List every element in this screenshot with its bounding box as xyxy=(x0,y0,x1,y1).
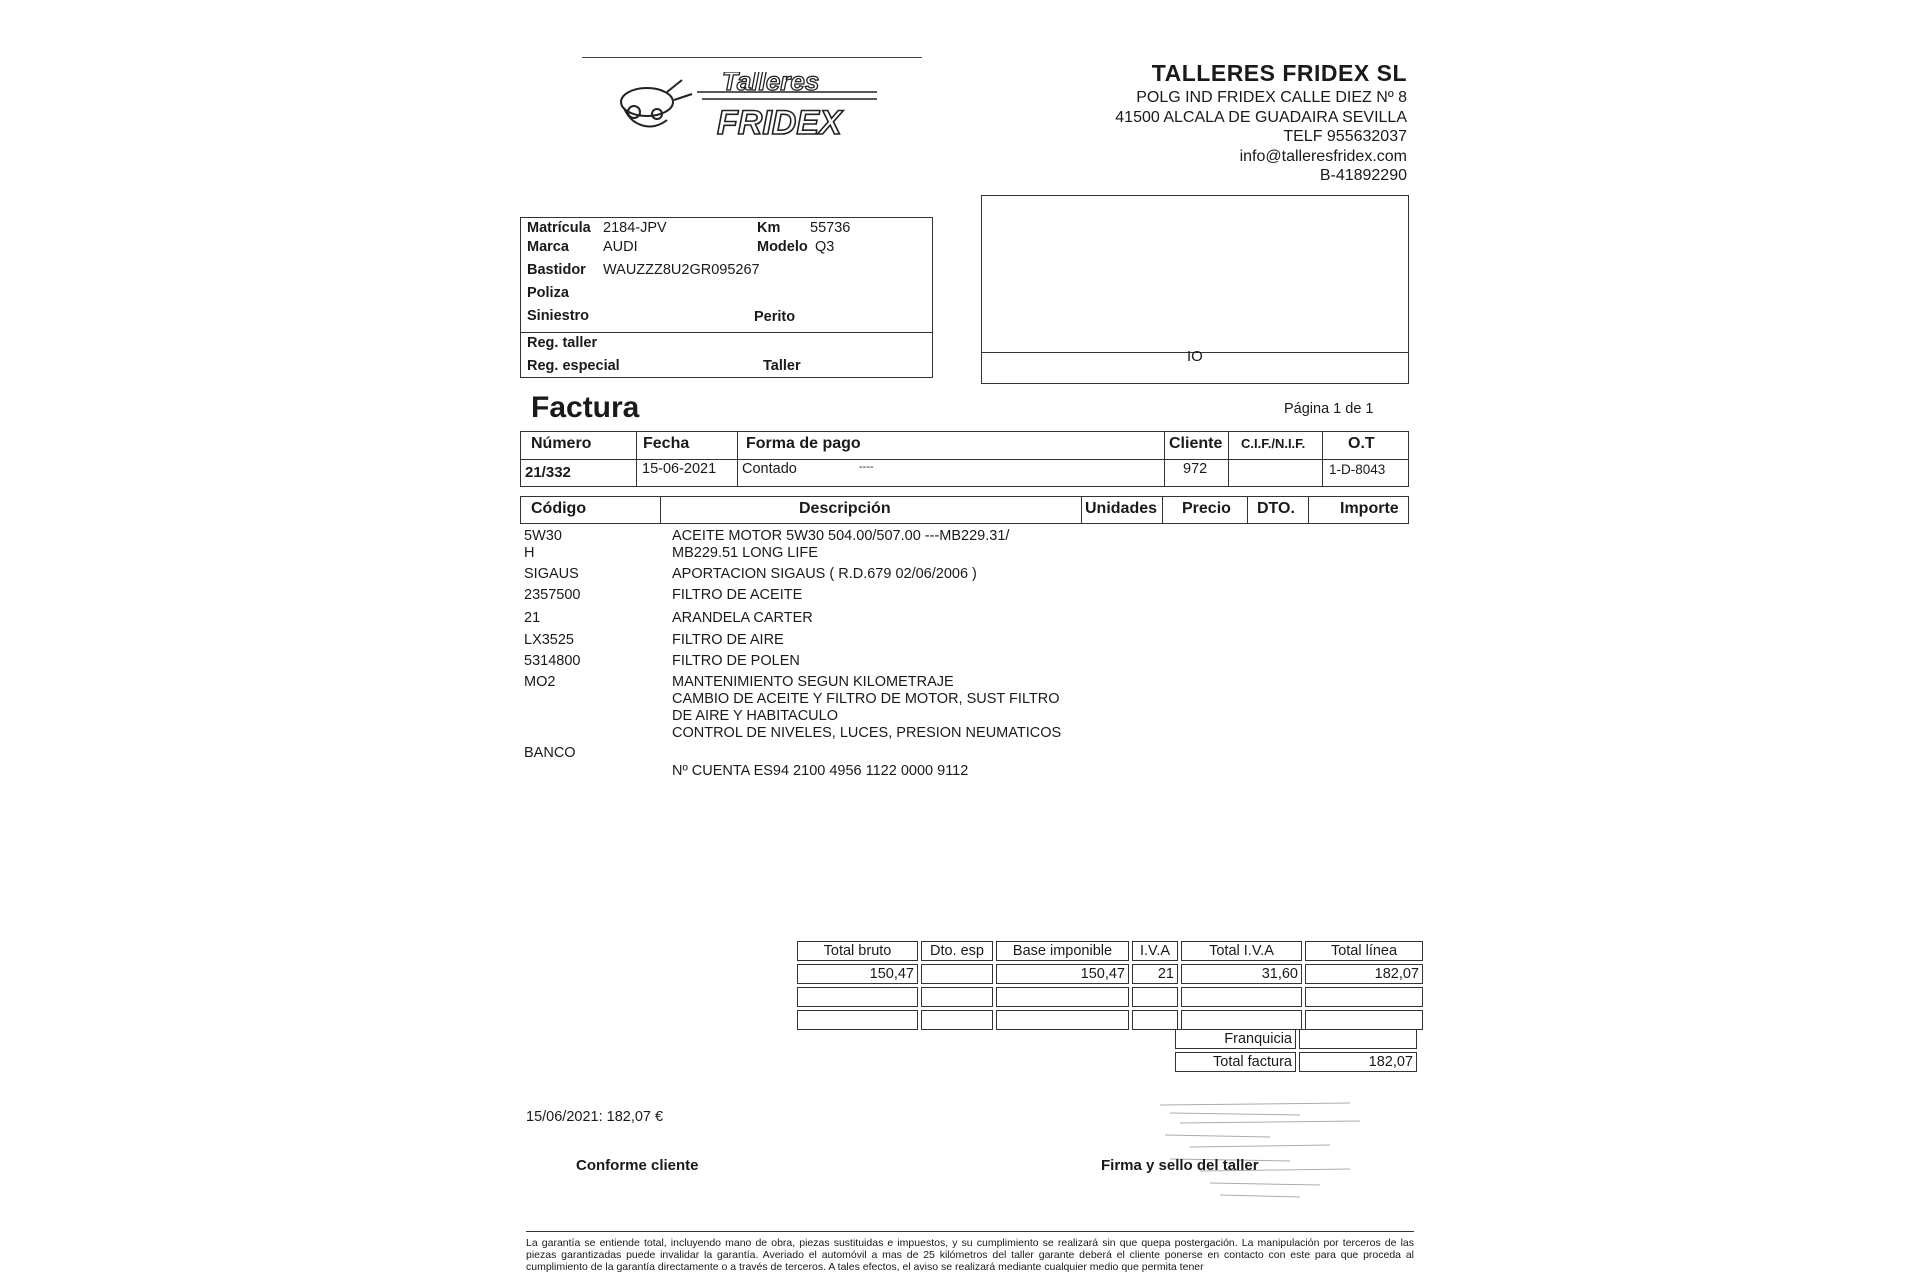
empty-cell xyxy=(1132,987,1178,1007)
matricula-label: Matrícula xyxy=(527,220,591,236)
importe-header: Importe xyxy=(1340,500,1399,517)
item-codigo: 2357500 xyxy=(524,587,581,603)
items-sep-2 xyxy=(1081,497,1082,523)
modelo-value: Q3 xyxy=(815,239,835,255)
item-codigo: 5314800 xyxy=(524,653,581,669)
ot-value: 1-D-8043 xyxy=(1329,462,1386,477)
col-sep-4 xyxy=(1228,432,1229,486)
franquicia-value xyxy=(1299,1029,1417,1049)
modelo-label: Modelo xyxy=(757,239,808,255)
empty-cell xyxy=(996,987,1129,1007)
empty-cell xyxy=(1305,987,1423,1007)
empty-cell xyxy=(921,987,993,1007)
item-descripcion: FILTRO DE ACEITE xyxy=(672,587,803,603)
total-factura-value: 182,07 xyxy=(1299,1052,1417,1072)
total-iva-value: 31,60 xyxy=(1181,964,1302,984)
total-linea-header: Total línea xyxy=(1305,941,1423,961)
company-name: TALLERES FRIDEX SL xyxy=(1151,60,1407,86)
ot-label: O.T xyxy=(1348,435,1375,452)
item-codigo: 5W30 H xyxy=(524,528,562,561)
cliente-value: 972 xyxy=(1183,461,1208,477)
item-codigo: SIGAUS xyxy=(524,566,579,582)
items-sep-4 xyxy=(1247,497,1248,523)
item-descripcion: DE AIRE Y HABITACULO xyxy=(672,708,838,724)
items-header xyxy=(520,496,1409,524)
marca-label: Marca xyxy=(527,239,569,255)
company-phone: TELF 955632037 xyxy=(1283,128,1407,145)
warranty-footer: La garantía se entiende total, incluyendo mano de obra, piezas sustituidas e impuestos, y su cumplimiento se realizará sin que quepa postergación. La manipulación por terceros de las piezas garantizadas puede invalidar la garantía. Averiado el automóvil a mas de 25 kilómetros del taller garante deberá el cliente ponerse en contacto con este para que proceda al cumplimiento de la garantía directamente o a través de terceros. A tales efectos, el aviso se realizará mediante cualquier medio que permita tener xyxy=(526,1237,1414,1273)
taller-label: Taller xyxy=(763,358,801,374)
payment-note: 15/06/2021: 182,07 € xyxy=(526,1109,664,1125)
item-descripcion: FILTRO DE POLEN xyxy=(672,653,800,669)
siniestro-label: Siniestro xyxy=(527,308,590,324)
codigo-header: Código xyxy=(531,500,587,517)
poliza-label: Poliza xyxy=(527,285,569,301)
conforme-cliente: Conforme cliente xyxy=(576,1157,699,1174)
bastidor-value: WAUZZZ8U2GR095267 xyxy=(603,262,760,278)
vehicle-box xyxy=(520,217,933,378)
logo-text-fridex: FRIDEX xyxy=(717,104,842,142)
forma-pago-value: Contado xyxy=(742,461,797,477)
bastidor-label: Bastidor xyxy=(527,262,586,278)
franquicia-label: Franquicia xyxy=(1175,1029,1296,1049)
final-totals-table xyxy=(1172,1026,1420,1075)
item-descripcion: CAMBIO DE ACEITE Y FILTRO DE MOTOR, SUST FILTRO xyxy=(672,691,1060,707)
km-value: 55736 xyxy=(810,220,851,236)
company-email: info@talleresfridex.com xyxy=(1239,147,1407,165)
item-descripcion: APORTACION SIGAUS ( R.D.679 02/06/2006 ) xyxy=(672,566,977,582)
item-descripcion: CONTROL DE NIVELES, LUCES, PRESION NEUMATICOS xyxy=(672,725,1062,741)
reg-taller-label: Reg. taller xyxy=(527,335,598,351)
item-descripcion: Nº CUENTA ES94 2100 4956 1122 0000 9112 xyxy=(672,763,969,779)
total-bruto-header: Total bruto xyxy=(797,941,918,961)
item-descripcion: MB229.51 LONG LIFE xyxy=(672,545,818,561)
col-sep-5 xyxy=(1322,432,1323,486)
item-descripcion: MANTENIMIENTO SEGUN KILOMETRAJE xyxy=(672,674,954,690)
base-imponible-value: 150,47 xyxy=(996,964,1129,984)
col-sep-1 xyxy=(636,432,637,486)
invoice-title: Factura xyxy=(531,391,640,424)
dto-esp-header: Dto. esp xyxy=(921,941,993,961)
totals-table xyxy=(794,938,1426,1033)
col-sep-2 xyxy=(737,432,738,486)
empty-cell xyxy=(797,1010,918,1030)
item-codigo: BANCO xyxy=(524,745,576,761)
marca-value: AUDI xyxy=(603,239,638,255)
empty-cell xyxy=(1181,987,1302,1007)
item-codigo: 21 xyxy=(524,610,541,626)
cif-label: C.I.F./N.I.F. xyxy=(1241,436,1306,451)
invoice-header-table xyxy=(520,431,1409,487)
items-sep-3 xyxy=(1162,497,1163,523)
empty-cell xyxy=(797,987,918,1007)
col-sep-3 xyxy=(1164,432,1165,486)
km-label: Km xyxy=(757,220,781,236)
dto-esp-value xyxy=(921,964,993,984)
page-number: Página 1 de 1 xyxy=(1284,401,1374,417)
footer-rule xyxy=(526,1231,1414,1232)
numero-value: 21/332 xyxy=(525,464,571,481)
company-cif: B-41892290 xyxy=(1319,167,1407,184)
items-sep-1 xyxy=(660,497,661,523)
item-codigo: LX3525 xyxy=(524,632,574,648)
matricula-value: 2184-JPV xyxy=(603,220,667,236)
client-box xyxy=(981,195,1409,384)
client-box-io: IO xyxy=(1187,348,1203,365)
fecha-value: 15-06-2021 xyxy=(642,461,717,477)
item-descripcion: ARANDELA CARTER xyxy=(672,610,813,626)
firma-sello-taller: Firma y sello del taller xyxy=(1101,1157,1259,1174)
company-info xyxy=(1115,58,1407,186)
total-factura-label: Total factura xyxy=(1175,1052,1296,1072)
item-descripcion: FILTRO DE AIRE xyxy=(672,632,784,648)
item-codigo: MO2 xyxy=(524,674,556,690)
empty-cell xyxy=(996,1010,1129,1030)
company-address1: POLG IND FRIDEX CALLE DIEZ Nº 8 xyxy=(1136,89,1407,106)
unidades-header: Unidades xyxy=(1085,500,1158,517)
precio-header: Precio xyxy=(1182,500,1231,517)
vehicle-divider xyxy=(521,332,932,333)
total-iva-header: Total I.V.A xyxy=(1181,941,1302,961)
empty-cell xyxy=(921,1010,993,1030)
fecha-label: Fecha xyxy=(643,435,690,452)
forma-pago-label: Forma de pago xyxy=(746,435,861,452)
dto-header: DTO. xyxy=(1257,500,1295,517)
total-linea-value: 182,07 xyxy=(1305,964,1423,984)
total-bruto-value: 150,47 xyxy=(797,964,918,984)
iva-value: 21 xyxy=(1132,964,1178,984)
cliente-label: Cliente xyxy=(1169,435,1223,452)
header-rule xyxy=(582,57,922,58)
header-divider xyxy=(521,459,1408,460)
items-sep-5 xyxy=(1308,497,1309,523)
fridex-logo xyxy=(612,72,882,152)
forma-pago-extra: ---- xyxy=(859,461,874,473)
numero-label: Número xyxy=(531,435,592,452)
item-descripcion: ACEITE MOTOR 5W30 504.00/507.00 ---MB229.31/ xyxy=(672,528,1010,544)
perito-label: Perito xyxy=(754,309,796,325)
company-address2: 41500 ALCALA DE GUADAIRA SEVILLA xyxy=(1115,108,1407,126)
reg-especial-label: Reg. especial xyxy=(527,358,620,374)
iva-header: I.V.A xyxy=(1132,941,1178,961)
workshop-stamp xyxy=(1150,1095,1380,1210)
descripcion-header: Descripción xyxy=(799,500,891,517)
base-imponible-header: Base imponible xyxy=(996,941,1129,961)
logo-text-talleres: Talleres xyxy=(722,72,820,96)
